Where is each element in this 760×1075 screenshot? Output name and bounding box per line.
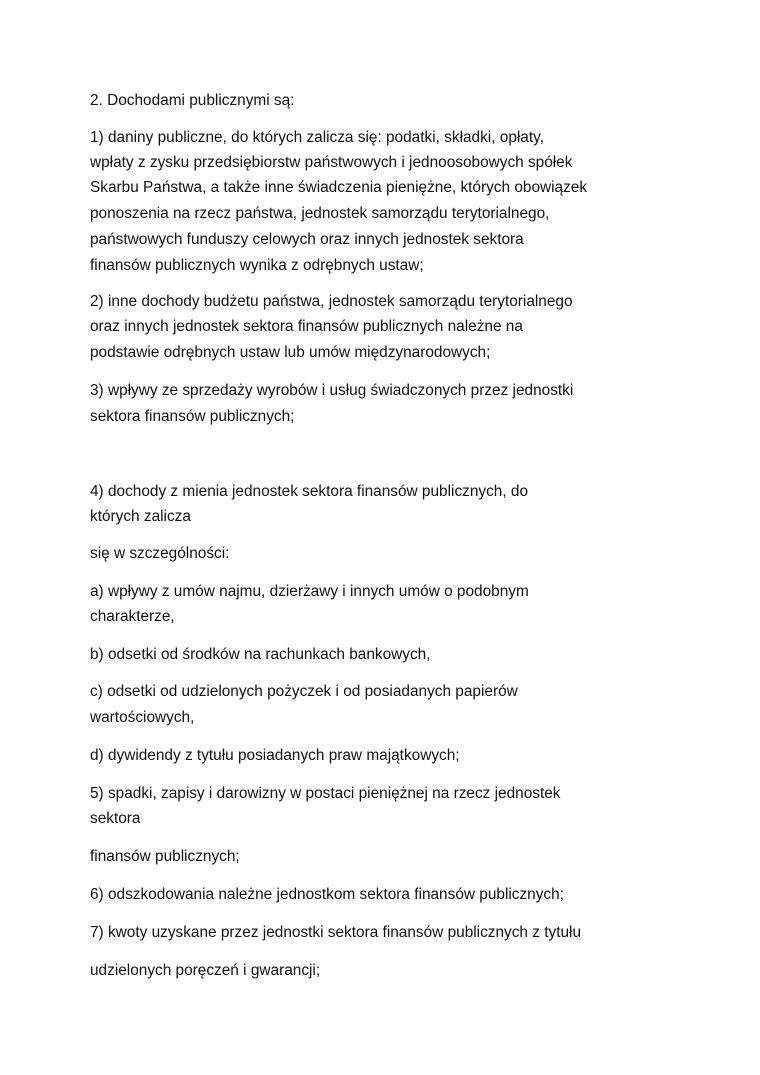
paragraph-line-6: 6) odszkodowania należne jednostkom sektora finansów publicznych; bbox=[90, 886, 564, 903]
paragraph-line-4: 4) dochody z mienia jednostek sektora finansów publicznych, do bbox=[90, 483, 529, 500]
paragraph-line-5: sektora bbox=[90, 810, 141, 827]
list-item-b: b) odsetki od środków na rachunkach bankowych, bbox=[90, 646, 431, 663]
paragraph-line-1: ponoszenia na rzecz państwa, jednostek samorządu terytorialnego, bbox=[90, 205, 550, 222]
paragraph-line-4: się w szczególności: bbox=[90, 545, 230, 562]
paragraph-line-3: 3) wpływy ze sprzedaży wyrobów i usług świadczonych przez jednostki bbox=[90, 382, 574, 399]
heading-line: 2. Dochodami publicznymi są: bbox=[90, 92, 295, 109]
list-item-a: a) wpływy z umów najmu, dzierżawy i innych umów o podobnym bbox=[90, 583, 529, 600]
paragraph-line-5: 5) spadki, zapisy i darowizny w postaci pieniężnej na rzecz jednostek bbox=[90, 785, 561, 802]
list-item-a: charakterze, bbox=[90, 608, 175, 625]
paragraph-line-5: finansów publicznych; bbox=[90, 848, 240, 865]
paragraph-line-4: których zalicza bbox=[90, 508, 191, 525]
paragraph-line-2: oraz innych jednostek sektora finansów publicznych należne na bbox=[90, 318, 523, 335]
paragraph-line-1: 1) daniny publiczne, do których zalicza się: podatki, składki, opłaty, bbox=[90, 129, 544, 146]
paragraph-line-7: udzielonych poręczeń i gwarancji; bbox=[90, 962, 321, 979]
paragraph-line-1: Skarbu Państwa, a także inne świadczenia pieniężne, których obowiązek bbox=[90, 179, 588, 196]
list-item-c: c) odsetki od udzielonych pożyczek i od posiadanych papierów bbox=[90, 683, 518, 700]
paragraph-line-1: wpłaty z zysku przedsiębiorstw państwowych i jednoosobowych spółek bbox=[90, 154, 573, 171]
paragraph-line-3: sektora finansów publicznych; bbox=[90, 408, 295, 425]
paragraph-line-2: 2) inne dochody budżetu państwa, jednostek samorządu terytorialnego bbox=[90, 293, 573, 310]
paragraph-line-7: 7) kwoty uzyskane przez jednostki sektora finansów publicznych z tytułu bbox=[90, 924, 582, 941]
paragraph-line-2: podstawie odrębnych ustaw lub umów międzynarodowych; bbox=[90, 344, 491, 361]
list-item-d: d) dywidendy z tytułu posiadanych praw majątkowych; bbox=[90, 747, 460, 764]
paragraph-line-1: finansów publicznych wynika z odrębnych ustaw; bbox=[90, 257, 424, 274]
paragraph-line-1: państwowych funduszy celowych oraz innych jednostek sektora bbox=[90, 231, 524, 248]
list-item-c: wartościowych, bbox=[90, 709, 195, 726]
